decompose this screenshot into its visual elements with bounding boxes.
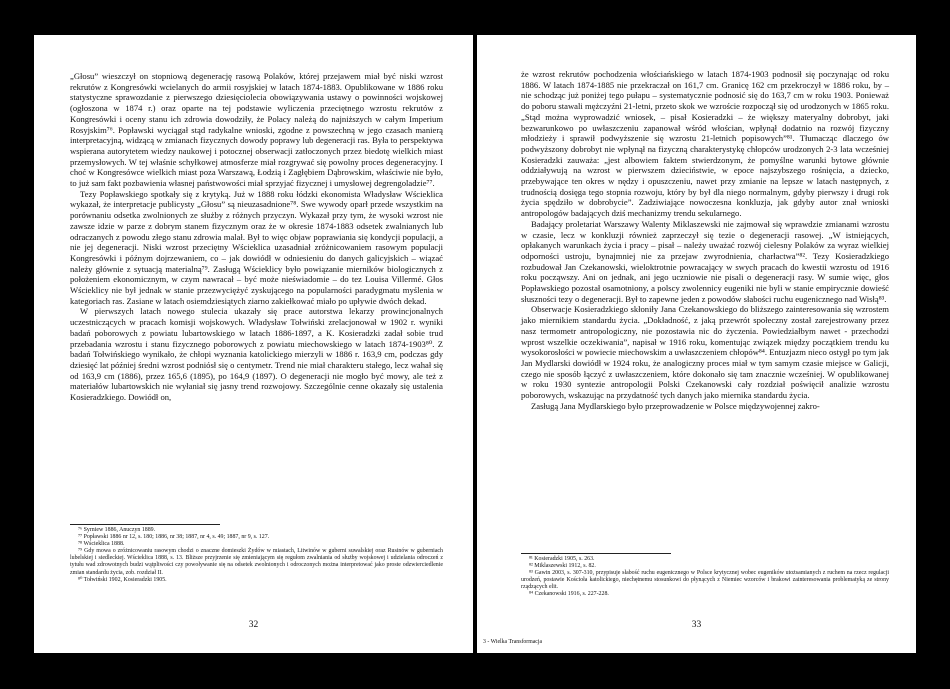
footnote-rule bbox=[521, 553, 671, 554]
footnote: ⁸³ Gawin 2003, s. 307-310, przypisuje słabość ruchu eugenicznego w Polsce krytycznej wobec eugeników utożsamianych z ruchem na rzecz regulacji urodzeń, postawie Kościoła katolickiego, niechętnemu stosunkowi do płynących z Niemiec wzorców i brakowi zainteresowania problematyką ze strony rządzących elit. bbox=[521, 570, 889, 591]
right-body-text bbox=[521, 69, 889, 412]
footnote: ⁷⁹ Gdy mowa o zróżnicowaniu rasowym chodzi o znaczne domieszki Żydów w miastach, Litwinów w guberni suwalskiej oraz Rusinów w guberniach lubelskiej i siedleckiej. Wścieklica 1888, s. 13. Bliższe przyjrzenie się zmieniającym się regułom zwalniania od służby wojskowej i udzielania odroczeń z tytułu wad zdrowotnych budzi wątpliwości czy powoływanie się na odsetek zwolnionych i odroczonych można interpretować jako proste odzwierciedlenie zmian standardu życia, zob. rozdział II. bbox=[70, 548, 443, 576]
paragraph: W pierwszych latach nowego stulecia ukazały się prace autorstwa lekarzy prowincjonalnych uczestniczących w pracach komisji wojskowych. Władysław Tołwiński zrelacjonował w 1902 r. wyniki badań poborowych z powiatu lubartowskiego w latach 1886-1897, a K. Kosieradzki zadał sobie trud przebadania wzrostu i stanu fizycznego poborowych z powiatu miechowskiego w latach 1874-1903⁸⁰. Z badań Tołwińskiego wynikało, że chłopi wyznania katolickiego mierzyli w 1886 r. 163,9 cm, podczas gdy dziesięć lat później średni wzrost podniósł się o centymetr. Trend nie miał charakteru stałego, lecz wahał się od 163,9 cm (1886), przez 165,6 (1895), po 164,9 (1897). O degeneracji nie mogło być mowy, ale też z materiałów lubartowskich nie wyłaniał się jasny trend rozwojowy. Szczególnie cenne okazały się ustalenia Kosieradzkiego. Dowiódł on, bbox=[70, 306, 443, 403]
footnote: ⁸¹ Kosieradzki 1905, s. 263. bbox=[529, 556, 595, 562]
left-page bbox=[34, 35, 473, 653]
paragraph: Obserwacje Kosieradzkiego skłoniły Jana Czekanowskiego do bliższego zainteresowania się wzrostem jako miernikiem standardu życia. „Dokładność, z jaką przewrót społeczny został zarejestrowany przez nasz termometr antropologiczny, nie pozostawia nic do życzenia. Powiedziałbym nawet - przechodzi wprost wszelkie oczekiwania”, napisał w 1916 roku, komentując związek między początkiem trendu ku wysokorosłości w powiecie miechowskim a uwłaszczeniem chłopów⁸⁴. Entuzjazm nieco ostygł po tym jak Jan Mydlarski dowiódł w 1924 roku, że analogiczny proces miał w tym samym czasie miejsce w Galicji, czego nie sposób łączyć z uwłaszczeniem, które dokonało się tam znacznie wcześniej. W opublikowanej w roku 1930 syntezie antropologii Polski Czekanowski cały rozdział poświęcił analizie wzrostu poborowych, wskazując na przydatność tych danych jako miernika standardu życia. bbox=[521, 304, 889, 401]
left-body-text bbox=[70, 71, 443, 403]
right-footnotes bbox=[521, 553, 889, 599]
footnote: ⁸² Miklaszewski 1912, s. 82. bbox=[529, 563, 596, 570]
footnote: ⁷⁸ Wścieklica 1888. bbox=[78, 541, 125, 548]
printer-signature: 3 - Wielka Transformacja bbox=[483, 639, 543, 645]
paragraph: „Głosu” wieszczył on stopniową degenerację rasową Polaków, której przejawem miał być niski wzrost rekrutów z Kongresówki wcielanych do armii rosyjskiej w latach 1874-1883. Opublikowane w 1886 roku statystyczne sprawozdanie z pierwszego dziesięciolecia obowiązywania ustawy o powinności wojskowej (ogłoszona w 1874 r.) oraz oparte na tej podstawie wyliczenia przeciętnego wzrostu rekrutów z Kongresówki i oceny stanu ich zdrowia dowodziły, że Polacy należą do najniższych w całym Imperium Rosyjskim⁷⁶. Popławski wyciągał stąd radykalne wnioski, zgodne z powszechną w jego czasach manierą interpretacyjną, widzącą w zmianach fizycznych dowody poprawy lub degeneracji ras. Była to perspektywa wspierana autorytetem wiedzy naukowej i potocznej obserwacji zatłoczonych przez biedotę wielkich miast przemysłowych. W tej właśnie schyłkowej atmosferze miał rozgrywać się powolny proces degeneracyjny. I choć w Kongresówce wielkich miast poza Warszawą, Łodzią i Zagłębiem Dąbrowskim, właściwie nie było, to już sam fakt pozbawienia własnej państwowości miał sprzyjać fizycznej i umysłowej degrengoladzie⁷⁷. bbox=[70, 71, 443, 189]
footnote-rule bbox=[70, 524, 220, 525]
paragraph: Badający proletariat Warszawy Walenty Miklaszewski nie zajmował się wprawdzie zmianami wzrostu w czasie, lecz w konkluzji również zaprzeczył się tezie o degeneracji rasowej. „W istniejących, opłakanych warunkach życia i pracy – pisał – należy uważać rozwój cielesny Polaków za wyraz wielkiej odporności ustroju, bynajmniej nie za przejaw zwyrodnienia, charłactwa”⁸². Tezy Kosieradzkiego rozbudował Jan Czekanowski, wieloktrotnie powracający w swych pracach do kwestii wzrostu od 1916 roku począwszy. Ani on jednak, ani jego uczniowie nie pisali o degeneracji rasy. W sumie więc, głos Popławskiego pozostał osamotniony, a polscy zwolennicy eugeniki nie byli w stanie empirycznie dowieść słuszności tezy o degeneracji. Był to zapewne jeden z powodów słabości ruchu eugenicznego nad Wisłą⁸³. bbox=[521, 218, 889, 304]
page-number: 33 bbox=[691, 620, 702, 630]
right-page bbox=[477, 35, 916, 653]
footnote: ⁸⁰ Tołwiński 1902, Kosieradzki 1905. bbox=[78, 576, 167, 583]
footnote: ⁸⁴ Czekanowski 1916, s. 227-228. bbox=[529, 591, 609, 598]
footnote: ⁷⁷ Popławski 1886 nr 12, s. 180; 1886, nr 38; 1887, nr 4, s. 49; 1887, nr 9, s. 127. bbox=[78, 534, 270, 541]
footnote: ⁷⁶ Syrniew 1886, Anuczyn 1889. bbox=[78, 527, 156, 533]
paragraph: że wzrost rekrutów pochodzenia włościańskiego w latach 1874-1903 podnosił się poczynając od roku 1886. W latach 1874-1885 nie przekraczał on 161,7 cm. Granicę 162 cm przekroczył w 1886 roku, by – nie schodząc już poniżej tego pułapu – systematycznie podnosić się do 163,7 cm w roku 1903. Ponieważ do poboru stawali mężczyźni 21-letni, przeto skok we wzroście rozpoczął się od urodzonych w 1865 roku. „Stąd można wyprowadzić wniosek, – pisał Kosieradzki – że większy materyalny dobrobyt, jaki bezwarunkowo po uwłaszczeniu zapanował wśród włościan, wpłynął dodatnio na rozwój fizyczny młodzieży i sprawił podwyższenie się wzrostu 21-letnich popisowych”⁸¹. Tłumacząc dlaczego ów podwyższony dobrobyt nie wpłynął na fizyczną charakterystykę chłopców urodzonych 2-3 lata wcześniej Kosieradzki zauważa: „jest albowiem faktem stwierdzonym, że pomyślne warunki bytowe głównie oddziaływują na wzrost w pierwszem dzieciństwie, w epoce najszybszego rośnięcia, a dziecko, przebywające ten okres w nędzy i opuszczeniu, nawet przy zmianie na lepsze w latach następnych, z trudnością dosięga tego stopnia rozwoju, który by był dla niego normalnym, gdyby pierwszy i drugi rok życia spędziło w dobrobycie”. Zadziwiające nowoczesna konkluzja, jak gdyby autor znał wnioski antropologów badających dziś mechanizmy trendu sekularnego. bbox=[521, 69, 889, 219]
paragraph: Zasługą Jana Mydlarskiego było przeprowadzenie w Polsce międzywojennej zakro- bbox=[531, 400, 820, 411]
left-footnotes bbox=[70, 524, 443, 584]
page-number: 32 bbox=[248, 620, 259, 630]
paragraph: Tezy Popławskiego spotkały się z krytyką. Już w 1888 roku łódzki ekonomista Władysław Wścieklica wykazał, że interpretacje publicysty „Głosu” są nieuzasadnione⁷⁸. Swe wywody oparł przede wszystkim na porównaniu odsetka zwolnionych ze służby z różnych przyczyn. Wykazał przy tym, że wysoki wzrost nie zawsze idzie w parze z dobrym stanem fizycznym oraz że w okresie 1874-1883 odsetek zwalnianych lub odraczanych z powodu złego stanu zdrowia malał. Był to więc objaw poprawiania się kondycji populacji, a nie jej degeneracji. Niski wzrost przeciętny Wścieklica uzasadniał zróżnicowaniem rasowym populacji Kongresówki i późnym dojrzewaniem, co – jak dowiódł w odniesieniu do danych galicyjskich – wiązać należy głównie z sytuacją materialną⁷⁹. Zasługą Wścieklicy było powiązanie mierników biologicznych z położeniem ekonomicznym, w czym nawracał – być może nieświadomie – do tez Louisa Villermé. Głos Wścieklicy nie był jednak w stanie przezwyciężyć zyskującego na popularności paradygmatu myślenia w kategoriach ras. Zasiane w latach osiemdziesiątych ziarno zakiełkować miało po upływie dwóch dekad. bbox=[70, 188, 443, 306]
